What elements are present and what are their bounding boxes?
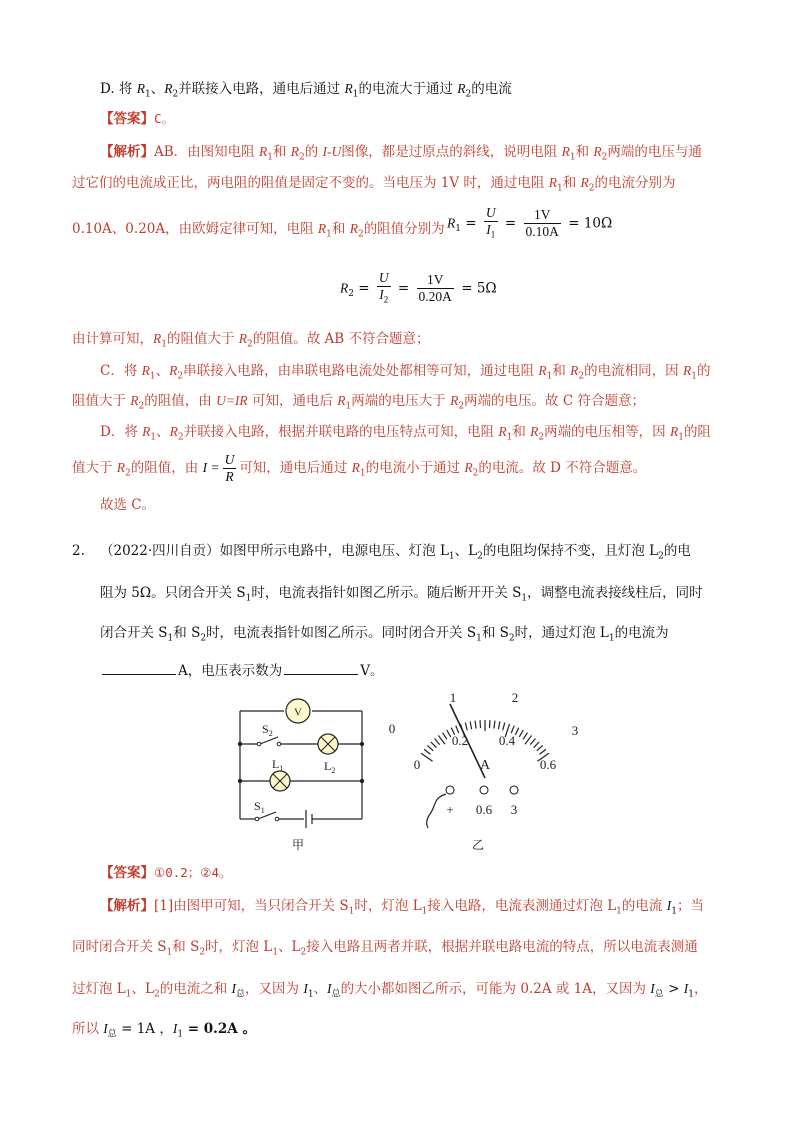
text: 的电流 xyxy=(471,81,512,97)
sub: 1 xyxy=(167,633,174,644)
fraction xyxy=(377,270,391,308)
var: R xyxy=(457,81,466,96)
label-s1: S xyxy=(254,799,261,813)
sub: 2 xyxy=(658,551,664,562)
scale-bottom-1: 0.2 xyxy=(451,733,469,748)
text: 的大小都如图乙所示，可能为 0.2A 或 1A，又因为 xyxy=(340,981,651,997)
text: 和 S xyxy=(173,625,201,641)
text: 阻为 5Ω。只闭合开关 S xyxy=(100,585,246,601)
q1-analysis-line8: D．将 $R_1$、$R_2$并联接入电路，根据并联电路的电压特点可知，电阻 $R_1$和 $R_2$两端的电压相等，因 $R_1$的阻 xyxy=(100,424,711,443)
text: 图像，都是过原点的斜线，说明电阻 xyxy=(341,144,562,160)
text: 值大于 xyxy=(72,460,117,476)
voltmeter-symbol xyxy=(286,699,310,723)
label-s2: S xyxy=(262,722,269,736)
var: I xyxy=(172,1021,178,1036)
svg-text:S1 xyxy=(254,799,265,815)
text: 两端的电压相等，因 xyxy=(544,424,670,440)
sub: 总 xyxy=(236,989,246,1000)
text: 的 xyxy=(696,363,711,379)
sub: 1 xyxy=(521,593,528,604)
scale-tick xyxy=(489,720,490,728)
numerator: U xyxy=(378,270,389,285)
text: 和 xyxy=(512,424,531,440)
eq-rhs: = 5Ω xyxy=(461,280,497,297)
answer-blank-1[interactable] xyxy=(102,660,176,675)
sub: 2 xyxy=(268,729,273,738)
scale-top-0: 0 xyxy=(388,721,396,736)
sub: 1 xyxy=(616,906,622,917)
text: 由计算可知， xyxy=(72,331,153,347)
text: I = xyxy=(202,460,220,475)
sub: 1 xyxy=(260,806,265,815)
var: I xyxy=(303,981,308,996)
q1-analysis-line10 xyxy=(100,494,155,516)
ammeter-dial xyxy=(389,690,579,828)
scale-tick xyxy=(475,721,476,729)
text: 串联接入电路，由串联电路电流处处都相等可知，通过电阻 xyxy=(183,363,539,379)
text: 、 xyxy=(313,981,328,997)
terminal-0.6 xyxy=(480,786,488,794)
answer-blank-2[interactable] xyxy=(284,660,358,675)
text: 的电流分别为 xyxy=(594,175,676,191)
text: 两端的电压。故 C 符合题意； xyxy=(464,393,645,409)
var: I xyxy=(231,981,236,996)
sub: 2 xyxy=(200,633,207,644)
scale-tick xyxy=(465,723,467,731)
denominator: 0.10A xyxy=(525,224,559,240)
sub: 2 xyxy=(300,947,307,958)
scale-tick xyxy=(525,735,532,744)
text: > xyxy=(663,981,684,997)
terminal-plus xyxy=(446,786,454,794)
text: 的电流为 xyxy=(614,625,669,641)
q2-analysis-line4 xyxy=(72,1018,256,1046)
numerator: U xyxy=(224,452,235,467)
text: 可知，通电后通过 xyxy=(239,460,352,476)
q1-analysis-line7: 阻值大于 $R_2$的阻值，由 U=IR 可知，通电后 $R_1$两端的电压大于 $R_2$两端的电压。故 C 符合题意； xyxy=(72,393,645,412)
sub: 2 xyxy=(348,289,354,300)
text: 和 S xyxy=(481,625,509,641)
sub: 1 xyxy=(352,89,359,100)
sub: 1 xyxy=(448,551,455,562)
text: 的电流小于通过 xyxy=(365,460,465,476)
text: D. 将 xyxy=(100,81,137,97)
text: C．将 xyxy=(100,363,142,379)
text: 可知，通电后 xyxy=(247,393,338,409)
scale-top-3: 3 xyxy=(571,723,579,738)
eq-lhs: R xyxy=(340,280,349,296)
question-number: 2. xyxy=(72,543,85,559)
scale-tick xyxy=(534,742,540,748)
sub: 2 xyxy=(172,89,179,100)
q1-analysis-line2: 过它们的电流成正比，两电阻的阻值是固定不变的。当电压为 1V 时，通过电阻 $R_1$和 $R_2$的电流分别为 xyxy=(72,175,676,194)
q2-line1 xyxy=(72,540,691,568)
sub: 2 xyxy=(331,766,336,775)
text: 并联接入电路，通电后通过 xyxy=(178,81,345,97)
sub: 总 xyxy=(107,1029,117,1040)
text: 的电流 xyxy=(621,898,667,914)
text: ，调整电流表接线柱后，同时 xyxy=(527,585,703,601)
text: D．将 xyxy=(100,424,143,440)
text: 的电阻均保持不变，且灯泡 L xyxy=(482,543,659,559)
text: AB．由图知电阻 xyxy=(154,144,259,160)
answer-value: ①0.2；②4。 xyxy=(154,865,232,880)
scale-tick xyxy=(503,723,505,731)
scale-tick xyxy=(431,742,437,748)
analysis-label: 【解析】 xyxy=(100,898,154,914)
terminal-label-0.6: 0.6 xyxy=(475,802,493,817)
scale-tick xyxy=(421,753,432,761)
var: I xyxy=(103,1021,108,1036)
text: A，电压表示数为 xyxy=(178,663,283,679)
sub: 1 xyxy=(688,989,694,1000)
text: 的阻 xyxy=(683,424,711,440)
fraction xyxy=(417,272,454,305)
sub: 2 xyxy=(199,947,206,958)
ammeter-unit: A xyxy=(479,758,491,773)
sub: 1 xyxy=(272,947,279,958)
scale-tick xyxy=(537,745,543,750)
text: 接入电路，电流表测通过灯泡 L xyxy=(427,898,617,914)
text: 和 xyxy=(552,363,571,379)
scale-tick xyxy=(480,720,481,728)
text: 、 xyxy=(156,424,170,440)
q1-analysis-line3: 0.10A、0.20A，由欧姆定律可知，电阻 $R_1$和 $R_2$的阻值分别为 xyxy=(72,221,445,240)
text: = 0.2A 。 xyxy=(183,1021,256,1037)
text: = 1A ， xyxy=(116,1021,173,1037)
text: 故选 C。 xyxy=(100,497,156,513)
q2-line2 xyxy=(100,582,703,610)
text: 和 S xyxy=(172,939,200,955)
terminal-label-3: 3 xyxy=(510,802,518,817)
scale-tick xyxy=(447,730,451,737)
q1-analysis-line6: C．将 $R_1$、$R_2$串联接入电路，由串联电路电流处处都相等可知，通过电阻 $R_1$和 $R_2$的电流相同，因 $R_1$的 xyxy=(100,363,711,382)
sub: 1 xyxy=(307,989,314,1000)
var: I xyxy=(327,981,332,996)
scale-tick xyxy=(443,733,447,740)
var: I xyxy=(666,898,672,913)
scale-tick xyxy=(470,721,472,729)
scale-tick xyxy=(427,745,433,750)
text: 0.10A、0.20A，由欧姆定律可知，电阻 xyxy=(72,221,318,237)
eq-lhs: R xyxy=(447,215,456,231)
text: （2022·四川自贡）如图甲所示电路中，电源电压、灯泡 L xyxy=(100,543,449,559)
scale-bottom-0: 0 xyxy=(413,757,421,772)
text: 并联接入电路，根据并联电路的电压特点可知，电阻 xyxy=(183,424,499,440)
svg-text:S2 xyxy=(262,722,273,738)
terminal-3 xyxy=(510,786,518,794)
text: U=IR xyxy=(216,393,248,408)
denominator: R xyxy=(225,469,234,484)
voltmeter-label: V xyxy=(294,706,302,719)
sub: 1 xyxy=(279,764,284,773)
scale-tick xyxy=(424,749,430,754)
option-d xyxy=(100,78,512,106)
text: [1]由图甲可知，当只闭合开关 S xyxy=(154,898,349,914)
text: 、 xyxy=(155,363,170,379)
equation-r1: $R_1$ = $\frac{U}{I_1}$ = $\frac{1V}{0.10A}$ = 10Ω xyxy=(447,205,612,243)
answer-value: C。 xyxy=(154,111,175,126)
scale-tick xyxy=(530,739,535,745)
text: 的阻值。故 AB 不符合题意； xyxy=(252,331,430,347)
label-l1: L xyxy=(272,757,280,771)
sub: 1 xyxy=(245,593,252,604)
scale-tick xyxy=(498,721,500,729)
text: 的阻值，由 xyxy=(130,460,203,476)
sub: 2 xyxy=(153,989,160,1000)
scale-tick xyxy=(540,749,546,754)
text: I-U xyxy=(322,144,342,159)
lamp-l2-symbol xyxy=(318,734,338,754)
q1-analysis-line1: 【解析】AB．由图知电阻 $R_1$和 $R_2$的 I-U图像，都是过原点的斜线，说明电阻 $R_1$和 $R_2$两端的电压与通 xyxy=(100,144,702,163)
text: 和 xyxy=(562,175,581,191)
scale-tick xyxy=(511,726,514,733)
text: 的 xyxy=(304,144,323,160)
numerator: U xyxy=(485,205,496,220)
text: 的阻值分别为 xyxy=(363,221,445,237)
sub: 2 xyxy=(465,89,472,100)
var: R xyxy=(164,81,173,96)
text: 时，电流表指针如图乙所示。同时闭合开关 S xyxy=(206,625,477,641)
caption-yi: 乙 xyxy=(471,838,485,852)
equation-r2: $R_2$ = $\frac{U}{I_2}$ = $\frac{1V}{0.20A}$ = 5Ω xyxy=(340,270,497,308)
text: 阻值大于 xyxy=(72,393,131,409)
text: ，又因为 xyxy=(245,981,304,997)
scale-top-2: 2 xyxy=(511,690,519,705)
svg-text:L2 xyxy=(324,759,335,775)
text: 两端的电压与通 xyxy=(607,144,702,160)
sub: 2 xyxy=(477,551,483,562)
text: 同时闭合开关 S xyxy=(72,939,167,955)
fraction xyxy=(484,205,498,243)
analysis-label: 【解析】 xyxy=(100,144,154,160)
text: 、 xyxy=(150,81,165,97)
sub: 1 xyxy=(421,906,428,917)
sub: 1 xyxy=(671,906,677,917)
text: 的电流之和 xyxy=(159,981,232,997)
denominator: I xyxy=(379,287,384,302)
sub: 1 xyxy=(348,906,355,917)
text: 所以 xyxy=(72,1021,104,1037)
q2-line4 xyxy=(100,660,384,682)
text: 和 xyxy=(331,221,350,237)
var: R xyxy=(344,81,353,96)
scale-tick xyxy=(523,733,527,740)
numerator: 1V xyxy=(524,207,561,224)
numerator: 1V xyxy=(417,272,454,289)
sub: 1 xyxy=(166,947,173,958)
svg-text:L1 xyxy=(272,757,283,773)
text: 的电流大于通过 xyxy=(358,81,458,97)
q1-analysis-line9: 值大于 $R_2$的阻值，由 I = $\frac{U}{R}$ 可知，通电后通过 $R_1$的电流小于通过 $R_2$的电流。故 D 不符合题意。 xyxy=(72,452,647,484)
scale-top-1: 1 xyxy=(449,690,457,705)
text: 时，电流表指针如图乙所示。随后断开开关 S xyxy=(251,585,522,601)
q2-analysis-line2 xyxy=(72,936,698,964)
q1-answer xyxy=(100,108,174,130)
answer-label: 【答案】 xyxy=(100,111,154,127)
scale-tick xyxy=(435,739,440,745)
sub: 1 xyxy=(144,89,151,100)
text: 时，通过灯泡 L xyxy=(514,625,609,641)
scale-tick xyxy=(494,721,495,729)
denominator: 0.20A xyxy=(418,289,452,305)
var: R xyxy=(136,81,145,96)
q2-analysis-line1 xyxy=(100,895,704,923)
text: ， xyxy=(693,981,708,997)
scale-tick xyxy=(519,730,523,737)
scale-bottom-3: 0.6 xyxy=(539,757,557,772)
figure xyxy=(228,686,608,856)
text: 的电流。故 D 不符合题意。 xyxy=(478,460,647,476)
sub: 2 xyxy=(383,294,389,305)
sub: 1 xyxy=(490,229,496,240)
text: 、L xyxy=(131,981,154,997)
text: 、L xyxy=(278,939,301,955)
text: 闭合开关 S xyxy=(100,625,168,641)
text: 的电 xyxy=(663,543,691,559)
q1-analysis-line5: 由计算可知，$R_1$的阻值大于 $R_2$的阻值。故 AB 不符合题意； xyxy=(72,331,430,350)
text: 和 xyxy=(272,144,291,160)
sub: 2 xyxy=(508,633,515,644)
text: V。 xyxy=(360,663,384,679)
text: 过灯泡 L xyxy=(72,981,126,997)
sub: 1 xyxy=(125,989,132,1000)
sub: 总 xyxy=(331,989,341,1000)
junction-dots xyxy=(238,742,364,783)
text: 的阻值大于 xyxy=(166,331,239,347)
eq-rhs: = 10Ω xyxy=(568,215,613,232)
var: I xyxy=(683,981,689,996)
sub: 1 xyxy=(608,633,615,644)
sub: 1 xyxy=(455,224,461,235)
scale-bottom-2: 0.4 xyxy=(498,733,516,748)
sub: 1 xyxy=(476,633,482,644)
sub: 总 xyxy=(654,989,664,1000)
lamp-l1-symbol xyxy=(270,771,290,791)
caption-jia: 甲 xyxy=(291,838,305,852)
scale-tick xyxy=(515,728,518,735)
scale-tick xyxy=(456,726,459,733)
q2-answer xyxy=(100,862,232,884)
text: 两端的电压大于 xyxy=(351,393,451,409)
text: 过它们的电流成正比，两电阻的阻值是固定不变的。当电压为 1V 时，通过电阻 xyxy=(72,175,549,191)
text: 接入电路且两者并联，根据并联电路电流的特点，所以电流表测通 xyxy=(306,939,698,955)
answer-label: 【答案】 xyxy=(100,865,154,881)
scale-tick xyxy=(438,735,445,744)
denominator: I xyxy=(486,222,491,237)
text: 和 xyxy=(575,144,594,160)
fraction xyxy=(524,207,561,240)
text: 、L xyxy=(454,543,478,559)
text: 时，灯泡 L xyxy=(354,898,422,914)
label-l2: L xyxy=(324,759,332,773)
q2-line3 xyxy=(100,622,669,650)
text: 的阻值，由 xyxy=(144,393,217,409)
text: ；当 xyxy=(676,898,704,914)
text: 的电流相同，因 xyxy=(584,363,683,379)
terminal-label-plus: + xyxy=(446,802,454,817)
var: I xyxy=(650,981,655,996)
text: 时，灯泡 L xyxy=(205,939,273,955)
wire xyxy=(427,794,446,828)
sub: 1 xyxy=(177,1029,184,1040)
fraction xyxy=(223,452,237,485)
q2-analysis-line3 xyxy=(72,978,707,1006)
